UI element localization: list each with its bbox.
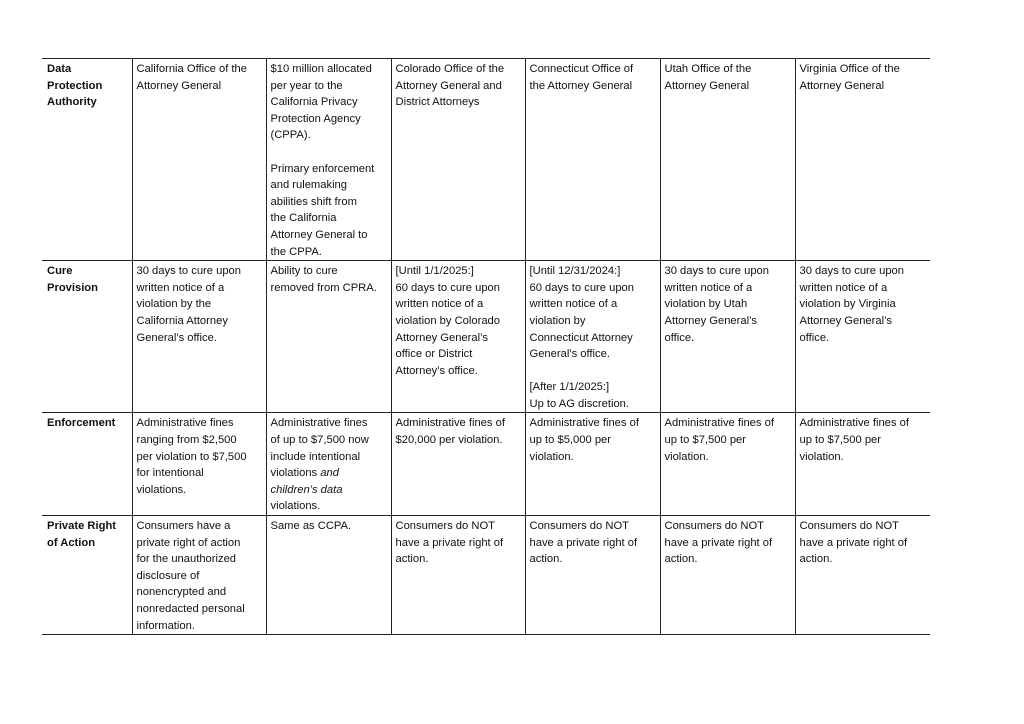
cell-line: Attorney’s office. bbox=[395, 364, 478, 377]
table-cell bbox=[391, 261, 525, 413]
cell-line: office. bbox=[664, 331, 695, 344]
table-cell bbox=[266, 59, 391, 261]
cell-line: Attorney General’s bbox=[664, 314, 757, 327]
row-header-line: Private Right bbox=[47, 520, 117, 533]
cell-line: violations. bbox=[270, 500, 321, 513]
cell-line: violation by Virginia bbox=[799, 298, 896, 311]
cell-line: Consumers do NOT bbox=[664, 520, 764, 533]
cell-line: private right of action bbox=[136, 536, 241, 549]
cell-line: Administrative fines bbox=[270, 417, 368, 430]
cell-line: California Attorney bbox=[136, 314, 228, 327]
privacy-law-comparison-table bbox=[42, 58, 930, 635]
table-cell bbox=[660, 516, 795, 635]
cell-line: Attorney General to bbox=[270, 228, 368, 241]
table-cell bbox=[660, 59, 795, 261]
cell-line: (CPPA). bbox=[270, 129, 311, 142]
row-header-line: of Action bbox=[47, 536, 96, 549]
cell-line: Utah Office of the bbox=[664, 63, 752, 75]
cell-line: action. bbox=[799, 553, 833, 566]
cell-line: Attorney General bbox=[136, 79, 222, 92]
cell-line: ranging from $2,500 bbox=[136, 434, 237, 447]
cell-line: Administrative fines of bbox=[395, 417, 505, 430]
data-protection-authority-row bbox=[42, 59, 930, 261]
cell-line: 30 days to cure upon bbox=[664, 265, 769, 278]
cell-line: General’s office. bbox=[136, 331, 217, 344]
cell-line: for intentional bbox=[136, 467, 204, 480]
paragraph-gap bbox=[271, 144, 387, 161]
cell-line: action. bbox=[395, 553, 429, 566]
cell-text: violations bbox=[270, 467, 318, 480]
table-cell bbox=[525, 413, 660, 516]
cell-line: Administrative fines of bbox=[664, 417, 774, 430]
cell-line: General’s office. bbox=[529, 348, 610, 361]
row-header bbox=[42, 516, 132, 635]
cell-line: Administrative fines of bbox=[799, 417, 909, 430]
cell-line: and rulemaking bbox=[270, 179, 347, 192]
cell-line: written notice of a bbox=[395, 298, 484, 311]
enforcement-row bbox=[42, 413, 930, 516]
table-cell bbox=[795, 516, 930, 635]
cell-line: Attorney General’s bbox=[395, 331, 488, 344]
cell-line: have a private right of bbox=[395, 536, 504, 549]
cell-line: violation. bbox=[529, 450, 574, 463]
cell-line: Connecticut Attorney bbox=[529, 331, 633, 344]
cell-line: written notice of a bbox=[136, 281, 225, 294]
row-header-line: Data bbox=[47, 63, 72, 75]
cell-line: 30 days to cure upon bbox=[799, 265, 904, 278]
table-cell bbox=[391, 516, 525, 635]
cell-line: information. bbox=[136, 619, 195, 632]
cell-line: 60 days to cure upon bbox=[395, 281, 500, 294]
table-cell bbox=[525, 516, 660, 635]
cell-line bbox=[271, 465, 387, 482]
cell-line: Ability to cure bbox=[270, 265, 338, 278]
cell-line: include intentional bbox=[270, 450, 361, 463]
cell-line: Administrative fines bbox=[136, 417, 234, 430]
cell-line: nonencrypted and bbox=[136, 586, 227, 599]
cell-line: written notice of a bbox=[529, 298, 618, 311]
cell-line: abilities shift from bbox=[270, 195, 357, 208]
table-cell bbox=[266, 516, 391, 635]
cell-line: Virginia Office of the bbox=[799, 63, 900, 75]
cell-line: 30 days to cure upon bbox=[136, 265, 241, 278]
table-body bbox=[42, 59, 930, 635]
table-cell bbox=[391, 59, 525, 261]
cell-line: written notice of a bbox=[664, 281, 753, 294]
cell-line: Consumers do NOT bbox=[395, 520, 495, 533]
cell-line: violation. bbox=[664, 450, 709, 463]
italic-and: and bbox=[320, 467, 339, 480]
cell-line: violation. bbox=[799, 450, 844, 463]
cell-line: violation by bbox=[529, 314, 586, 327]
table-cell bbox=[132, 516, 266, 635]
cell-line: up to $7,500 per bbox=[664, 434, 746, 447]
cell-line: office. bbox=[799, 331, 830, 344]
cell-line: California Privacy bbox=[270, 96, 358, 109]
cell-line: Colorado Office of the bbox=[395, 63, 505, 75]
cell-line: Consumers do NOT bbox=[799, 520, 899, 533]
table-cell bbox=[266, 413, 391, 516]
cell-line: California Office of the bbox=[136, 63, 247, 75]
cell-line: Same as CCPA. bbox=[270, 520, 352, 533]
cell-line: $20,000 per violation. bbox=[395, 434, 503, 447]
cell-line: Protection Agency bbox=[270, 112, 361, 125]
cell-line: up to $7,500 per bbox=[799, 434, 881, 447]
cell-line: the California bbox=[270, 212, 337, 225]
row-header-line: Protection bbox=[47, 79, 103, 92]
row-header bbox=[42, 59, 132, 261]
cell-line: action. bbox=[529, 553, 563, 566]
cell-line: [After 1/1/2025:] bbox=[529, 381, 610, 394]
cell-line: have a private right of bbox=[799, 536, 908, 549]
cell-line: Attorney General bbox=[664, 79, 750, 92]
row-header bbox=[42, 413, 132, 516]
table-cell bbox=[660, 413, 795, 516]
cell-line: Primary enforcement bbox=[270, 162, 375, 175]
cell-line: per violation to $7,500 bbox=[136, 450, 247, 463]
cell-line: written notice of a bbox=[799, 281, 888, 294]
cell-line: violation by Colorado bbox=[395, 314, 500, 327]
cell-line: for the unauthorized bbox=[136, 553, 237, 566]
cell-line: Consumers do NOT bbox=[529, 520, 629, 533]
cell-line: removed from CPRA. bbox=[270, 281, 377, 294]
cell-line: Administrative fines of bbox=[529, 417, 639, 430]
table-cell bbox=[525, 59, 660, 261]
italic-text: children’s data bbox=[270, 483, 343, 496]
table-cell bbox=[266, 261, 391, 413]
row-header-line: Authority bbox=[47, 96, 97, 109]
cell-line: Attorney General bbox=[799, 79, 885, 92]
cure-provision-row bbox=[42, 261, 930, 413]
table-cell bbox=[391, 413, 525, 516]
table-cell bbox=[132, 261, 266, 413]
cell-line: the Attorney General bbox=[529, 79, 633, 92]
cell-line: disclosure of bbox=[136, 569, 200, 582]
table-cell bbox=[795, 59, 930, 261]
cell-line: violations. bbox=[136, 483, 187, 496]
cell-line: 60 days to cure upon bbox=[529, 281, 634, 294]
cell-line: have a private right of bbox=[664, 536, 773, 549]
cell-line: office or District bbox=[395, 348, 473, 361]
paragraph-gap bbox=[530, 363, 656, 380]
cell-line: violation by the bbox=[136, 298, 212, 311]
row-header-line: Cure bbox=[47, 265, 73, 278]
row-header-line: Provision bbox=[47, 281, 98, 294]
cell-line: of up to $7,500 now bbox=[270, 434, 369, 447]
cell-line: violation by Utah bbox=[664, 298, 748, 311]
cell-line bbox=[271, 482, 387, 499]
table-cell bbox=[132, 59, 266, 261]
cell-line: Up to AG discretion. bbox=[529, 397, 629, 410]
cell-line: Attorney General’s bbox=[799, 314, 892, 327]
cell-line: nonredacted personal bbox=[136, 603, 245, 615]
table-cell bbox=[132, 413, 266, 516]
cell-line: up to $5,000 per bbox=[529, 434, 611, 447]
cell-line: Consumers have a bbox=[136, 520, 231, 533]
cell-line: [Until 1/1/2025:] bbox=[395, 265, 474, 278]
row-header bbox=[42, 261, 132, 413]
cell-line: per year to the bbox=[270, 79, 343, 92]
cell-line: Attorney General and bbox=[395, 79, 502, 92]
cell-line: District Attorneys bbox=[395, 96, 480, 109]
table-cell bbox=[660, 261, 795, 413]
cell-line: Connecticut Office of bbox=[529, 63, 634, 75]
private-right-of-action-row bbox=[42, 516, 930, 635]
cell-line: action. bbox=[664, 553, 698, 566]
table-cell bbox=[795, 261, 930, 413]
cell-line: $10 million allocated bbox=[270, 63, 372, 75]
table-cell bbox=[795, 413, 930, 516]
cell-line: [Until 12/31/2024:] bbox=[529, 265, 621, 278]
table-cell bbox=[525, 261, 660, 413]
row-header-line: Enforcement bbox=[47, 417, 116, 430]
cell-line: have a private right of bbox=[529, 536, 638, 549]
cell-line: the CPPA. bbox=[270, 245, 322, 258]
